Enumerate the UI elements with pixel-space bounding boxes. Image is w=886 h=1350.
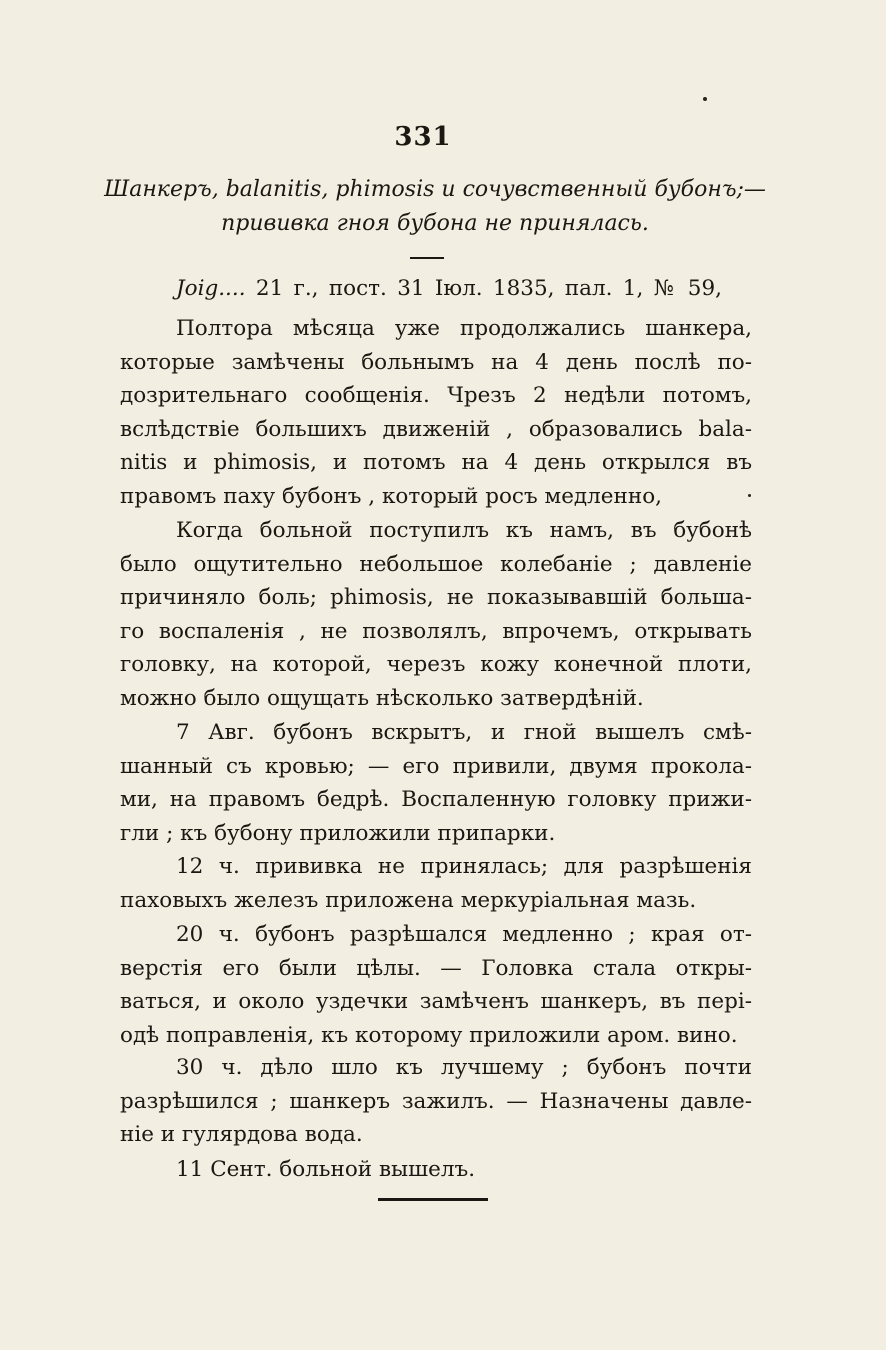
patient-name: Joig.... bbox=[176, 276, 246, 301]
text-line: дозрительнаго сообщенія. Чрезъ 2 недѣли потомъ, bbox=[120, 383, 752, 409]
paragraph-5 bbox=[120, 918, 752, 1052]
title-divider bbox=[410, 257, 444, 259]
text-line: 11 Сент. больной вышелъ. bbox=[176, 1157, 476, 1182]
text-line: разрѣшился ; шанкеръ зажилъ. — Назначены давле- bbox=[120, 1088, 752, 1114]
text-line: 20 ч. бубонъ разрѣшался медленно ; края от- bbox=[176, 922, 752, 947]
text-line: было ощутительно небольшое колебаніе ; давленіе bbox=[120, 551, 752, 577]
text-line: ніе и гулярдова вода. bbox=[120, 1122, 363, 1148]
paragraph-3 bbox=[120, 716, 752, 850]
text-line: головку, на которой, черезъ кожу конечной плоти, bbox=[120, 652, 752, 678]
end-divider bbox=[378, 1198, 488, 1201]
text-line: паховыхъ железъ приложена меркуріальная мазь. bbox=[120, 887, 697, 913]
text-line: 7 Авг. бубонъ вскрытъ, и гной вышелъ смѣ- bbox=[176, 720, 752, 745]
text-line: го воспаленія , не позволялъ, впрочемъ, открывать bbox=[120, 618, 752, 644]
text-line: ваться, и около уздечки замѣченъ шанкеръ, въ пері- bbox=[120, 989, 752, 1015]
paragraph-4 bbox=[120, 850, 752, 917]
text-line: шанный съ кровью; — его привили, двумя прокола- bbox=[120, 753, 752, 779]
page-number: 331 bbox=[394, 122, 452, 152]
text-line: nitis и phimosis, и потомъ на 4 день открылся въ bbox=[120, 450, 752, 476]
paragraph-7 bbox=[120, 1153, 752, 1187]
text-line: Когда больной поступилъ къ намъ, въ бубонѣ bbox=[176, 518, 752, 543]
text-line: вслѣдствіе большихъ движеній , образовались bala- bbox=[120, 416, 752, 442]
case-header bbox=[176, 272, 722, 306]
text-line: можно было ощущать нѣсколько затвердѣній. bbox=[120, 685, 644, 711]
case-details: 21 г., пост. 31 Іюл. 1835, пал. 1, № 59, bbox=[255, 276, 722, 301]
text-line: причиняло боль; phimosis, не показывавшій больша- bbox=[120, 585, 752, 611]
text-line: гли ; къ бубону приложили припарки. bbox=[120, 820, 556, 846]
text-line: 30 ч. дѣло шло къ лучшему ; бубонъ почти bbox=[176, 1055, 752, 1080]
text-line: 12 ч. прививка не принялась; для разрѣшенія bbox=[176, 854, 752, 879]
text-line: правомъ паху бубонъ , который росъ медленно, bbox=[120, 483, 662, 509]
text-line: Полтора мѣсяца уже продолжались шанкера, bbox=[176, 316, 752, 341]
section-title-line-2: прививка гноя бубона не принялась. bbox=[221, 211, 649, 236]
print-speck bbox=[703, 97, 707, 101]
paragraph-2 bbox=[120, 514, 752, 716]
text-line: ми, на правомъ бедрѣ. Воспаленную головку прижи- bbox=[120, 787, 752, 813]
text-line: одѣ поправленія, къ которому приложили аром. вино. bbox=[120, 1022, 738, 1048]
text-line: верстія его были цѣлы. — Головка стала откры- bbox=[120, 955, 752, 981]
section-title-line-1: Шанкеръ, balanitis, phimosis и сочувственный бубонъ;— bbox=[104, 177, 766, 202]
paragraph-6 bbox=[120, 1051, 752, 1152]
paragraph-1 bbox=[120, 312, 752, 514]
text-line: которые замѣчены больнымъ на 4 день послѣ по- bbox=[120, 349, 752, 375]
